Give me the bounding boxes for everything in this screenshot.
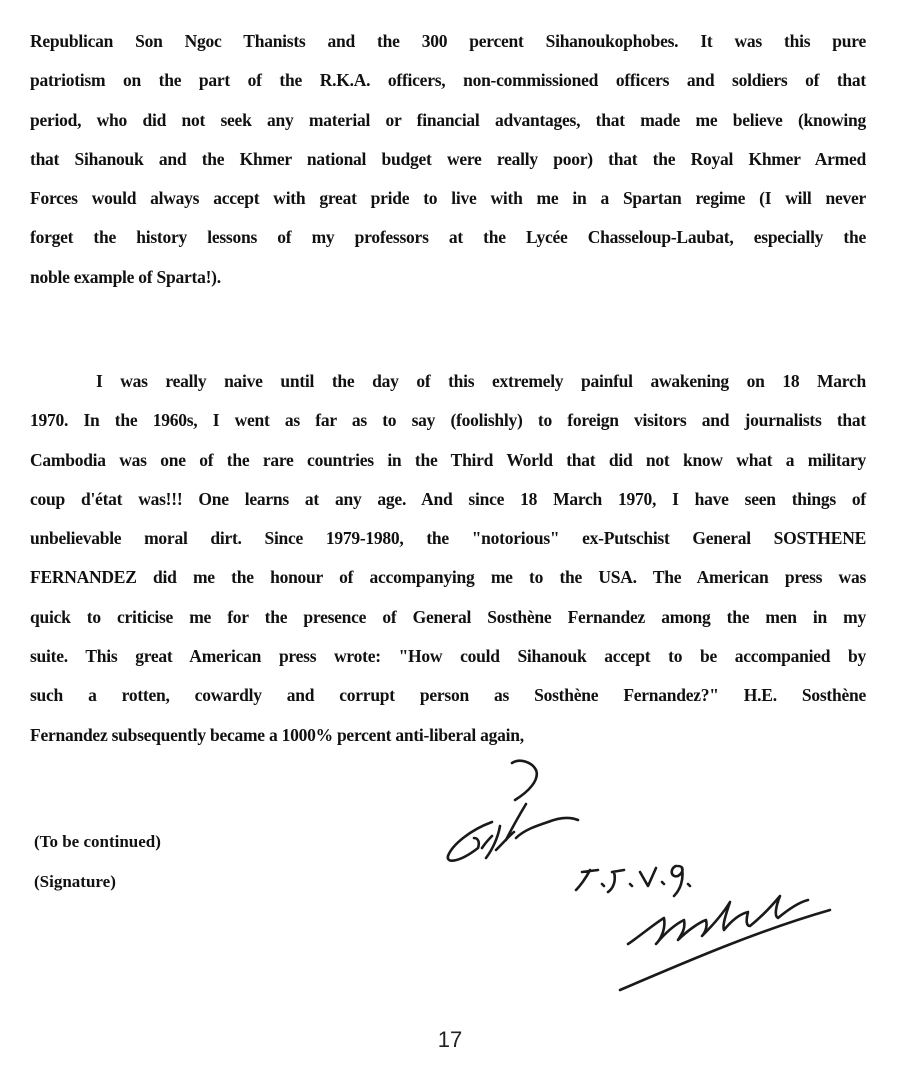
text-line: Cambodia was one of the rare countries in the Third World that did not know what a military <box>30 449 866 470</box>
signature-main <box>628 896 808 944</box>
text-line: Fernandez subsequently became a 1000% percent anti-liberal again, <box>30 724 524 745</box>
handwritten-correction-stroke <box>512 761 537 800</box>
page-number: 17 <box>437 1027 463 1052</box>
text-line: Republican Son Ngoc Thanists and the 300 percent Sihanoukophobes. It was this pure <box>30 31 866 51</box>
paragraph-2 <box>30 362 866 755</box>
signature-underline <box>620 910 830 990</box>
to-be-continued-label: (To be continued) <box>34 832 161 851</box>
text-line: period, who did not seek any material or financial advantages, that made me believe (knowing <box>30 109 866 130</box>
signature-label: (Signature) <box>34 872 116 891</box>
text-line: quick to criticise me for the presence of General Sosthène Fernandez among the men in my <box>30 606 866 627</box>
text-line: suite. This great American press wrote: "How could Sihanouk accept to be accompanied by <box>30 646 866 667</box>
signature-date-marks <box>576 866 690 896</box>
text-line: 1970. In the 1960s, I went as far as to say (foolishly) to foreign visitors and journalists that <box>30 410 866 431</box>
closing-block <box>34 822 161 902</box>
text-line: coup d'état was!!! One learns at any age. And since 18 March 1970, I have seen things of <box>30 488 866 509</box>
text-line: Forces would always accept with great pride to live with me in a Spartan regime (I will never <box>30 188 866 209</box>
text-line: noble example of Sparta!). <box>30 266 221 287</box>
text-line: FERNANDEZ did me the honour of accompanying me to the USA. The American press was <box>30 567 866 588</box>
paragraph-1 <box>30 22 866 297</box>
text-line: patriotism on the part of the R.K.A. officers, non-commissioned officers and soldiers of that <box>30 70 866 91</box>
text-line: such a rotten, cowardly and corrupt person as Sosthène Fernandez?" H.E. Sosthène <box>30 685 866 706</box>
signature-initials <box>448 804 578 861</box>
text-line: forget the history lessons of my professors at the Lycée Chasseloup-Laubat, especially the <box>30 227 866 248</box>
text-line: I was really naive until the day of this extremely painful awakening on 18 March <box>96 371 866 391</box>
text-line: unbelievable moral dirt. Since 1979-1980, the "notorious" ex-Putschist General SOSTHENE <box>30 528 866 549</box>
text-line: that Sihanouk and the Khmer national budget were really poor) that the Royal Khmer Armed <box>30 148 866 169</box>
